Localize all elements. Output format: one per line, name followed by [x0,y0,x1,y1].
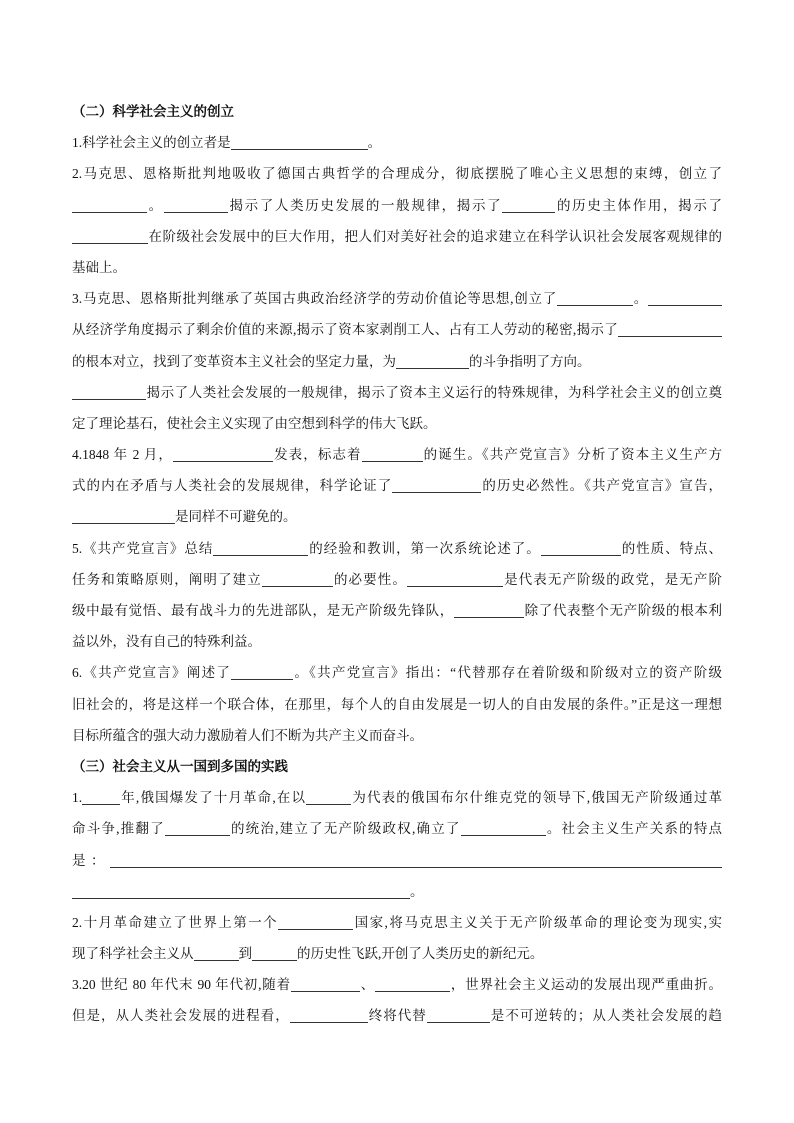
question-2-1 [72,127,722,158]
text-line [72,938,722,969]
answer-blank [290,1010,368,1023]
answer-blank [173,449,273,462]
text-segment: 。 [367,135,382,151]
text-segment: 的历史性飞跃,开创了人类历史的新纪元。 [297,946,544,962]
text-line [72,501,722,532]
text-segment: 4.1848 年 2 月， [72,447,173,463]
answer-blank [262,574,333,587]
text-line [72,408,722,439]
text-segment: 1. [72,790,83,806]
answer-blank [306,792,351,805]
answer-blank [362,449,423,462]
text-segment: 定了理论基石，使社会主义实现了由空想到科学的伟大飞跃。 [72,415,437,431]
text-segment: 但是，从人类社会发展的进程看， [72,1008,290,1024]
text-segment: 2.马克思、恩格斯批判地吸收了德国古典哲学的合理成分，彻底摆脱了唯心主义思想的束缚，创立了 [72,166,722,182]
section-heading: （三）社会主义从一国到多国的实践 [72,758,288,774]
text-line [72,283,722,314]
text-segment: 益以外，没有自己的特殊利益。 [72,634,261,650]
answer-blank [110,855,722,868]
text-segment: 的诞生。《共产党宣言》分析了资本主义生产方 [422,447,723,463]
answer-blank [375,979,450,992]
answer-blank [291,979,360,992]
text-segment: 的斗争指明了方向。 [469,353,591,369]
text-line [72,314,722,345]
answer-blank [252,948,297,961]
text-segment: 命斗争,推翻了 [72,821,165,837]
text-segment: 现了科学社会主义从 [72,946,194,962]
answer-blank [502,200,555,213]
text-segment: 、 [359,977,376,993]
text-line [72,190,722,221]
text-segment: 的必要性。 [332,571,407,587]
text-segment: 除了代表整个无产阶级的根本利 [523,603,723,618]
text-segment: 国家,将马克思主义关于无产阶级革命的理论变为现实,实 [353,914,723,930]
text-segment: 基础上。 [72,259,126,275]
answer-blank [557,293,633,306]
text-segment: 级中最有觉悟、最有战斗力的先进部队，是无产阶级先锋队， [72,603,454,618]
text-line [72,533,722,564]
question-2-3 [72,283,722,439]
text-segment: 。 [147,197,164,213]
question-3-3 [72,969,722,1031]
text-segment: 揭示了人类社会发展的一般规律，揭示了资本主义运行的特殊规律，为科学社会主义的创立奠 [146,384,722,400]
text-segment: 。 [633,291,649,307]
answer-blank [278,917,353,930]
answer-blank [461,823,546,836]
question-3-2 [72,907,722,969]
answer-blank [72,200,147,213]
text-segment: 的历史必然性。《共产党宣言》宣告， [481,478,723,494]
text-line [72,221,722,252]
text-line [72,127,722,158]
text-segment: 的根本对立，找到了变革资本主义社会的坚定力量，为 [72,353,396,369]
answer-blank [72,387,146,400]
answer-blank [213,543,308,556]
text-line [72,720,722,751]
text-line [72,689,722,720]
text-segment: 2.十月革命建立了世界上第一个 [72,914,279,930]
text-line [72,782,722,813]
answer-blank [396,356,469,369]
answer-blank [82,792,120,805]
text-line [72,907,722,938]
text-line [72,876,722,907]
answer-blank [165,823,230,836]
text-segment: ，世界社会主义运动的发展出现严重曲折。 [450,977,723,993]
answer-blank [72,886,410,899]
text-segment: 的性质、特点、 [620,540,723,556]
text-line [72,439,722,470]
text-segment: 是不可逆转的；从人类社会发展的趋 [489,1008,723,1024]
answer-blank [72,511,175,524]
answer-blank [618,324,722,337]
answer-blank [427,1010,490,1023]
text-segment: 3.20 世纪 80 年代末 90 年代初,随着 [72,977,291,993]
question-3-1 [72,782,722,907]
answer-blank [541,543,621,556]
question-2-2 [72,158,722,283]
text-line [72,1000,722,1031]
text-segment: 在阶级社会发展中的巨大作用，把人们对美好社会的追求建立在科学认识社会发展客观规律的 [148,228,722,244]
text-segment: 发表，标志着 [273,447,362,463]
text-line [72,252,722,283]
text-segment: 揭示了人类历史发展的一般规律，揭示了 [227,197,503,213]
text-segment: 为代表的俄国布尔什维克党的领导下,俄国无产阶级通过革 [351,790,723,806]
text-line [72,626,722,657]
text-segment: 是： [72,852,110,868]
text-segment: 的统治,建立了无产阶级政权,确立了 [229,821,461,837]
text-segment: 从经济学角度揭示了剩余价值的来源,揭示了资本家剥削工人、占有工人劳动的秘密,揭示了 [72,322,618,338]
text-segment: 5.《共产党宣言》总结 [72,540,214,556]
text-line [72,595,722,626]
answer-blank [407,574,503,587]
text-segment: 。《共产党宣言》指出：“代替那存在着阶级和阶级对立的资产阶级 [293,665,722,681]
text-line [72,377,722,408]
text-segment: 3.马克思、恩格斯批判继承了英国古典政治经济学的劳动价值论等思想,创立了 [72,291,558,307]
answer-blank [231,667,293,680]
text-line [72,564,722,595]
text-segment: 任务和策略原则，阐明了建立 [72,571,262,587]
answer-blank [648,293,722,306]
text-segment: 6.《共产党宣言》阐述了 [72,665,232,681]
question-2-6 [72,657,722,751]
answer-blank [164,200,228,213]
text-line [72,969,722,1000]
answer-blank [454,605,524,618]
text-segment: 是代表无产阶级的政党，是无产阶 [502,571,723,587]
text-segment: 终将代替 [367,1008,427,1024]
text-segment: 年,俄国爆发了十月革命,在以 [120,790,307,806]
text-line [72,470,722,501]
text-segment: 旧社会的，将是这样一个联合体，在那里，每个人的自由发展是一切人的自由发展的条件。”正是这一理想 [72,696,722,712]
text-segment: 的经验和教训，第一次系统论述了。 [308,540,541,556]
text-line [72,845,722,876]
text-segment: 到 [238,946,252,962]
text-segment: 1.科学社会主义的创立者是 [72,135,231,151]
text-line [72,813,722,844]
text-segment: 式的内在矛盾与人类社会的发展规律，科学论证了 [72,478,393,494]
answer-blank [72,231,148,244]
text-line [72,657,722,688]
text-segment: 。社会主义生产关系的特点 [545,821,723,837]
question-2-4 [72,439,722,533]
text-segment: 目标所蕴含的强大动力激励着人们不断为共产主义而奋斗。 [72,727,423,743]
answer-blank [231,137,368,150]
text-segment: 的历史主体作用，揭示了 [555,197,722,213]
question-2-5 [72,533,722,658]
section-heading: （二）科学社会主义的创立 [72,104,234,119]
text-segment: 是同样不可避免的。 [175,509,297,525]
text-line [72,346,722,377]
answer-blank [392,480,481,493]
answer-blank [194,948,239,961]
text-segment: 。 [410,883,424,899]
text-line [72,158,722,189]
